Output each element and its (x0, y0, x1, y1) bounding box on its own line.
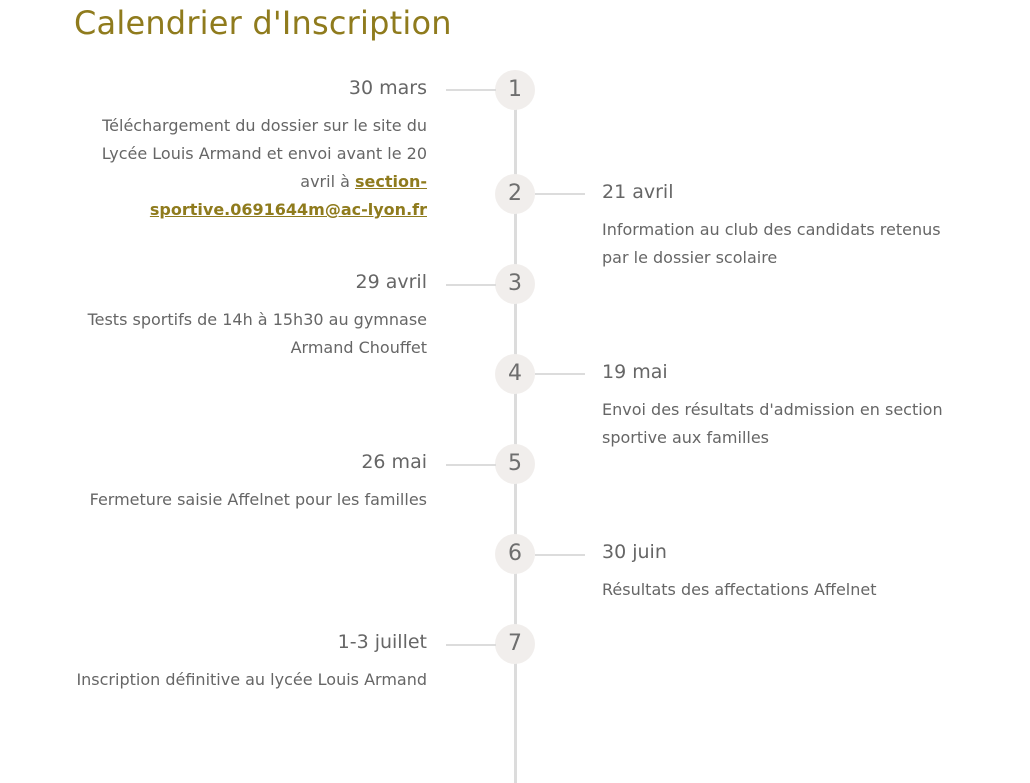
connector-6 (535, 554, 585, 556)
step-desc-2: Information au club des candidats retenus par le dossier scolaire (602, 220, 941, 267)
step-date-6: 30 juin (602, 541, 667, 563)
step-number-2: 2 (495, 174, 535, 214)
step-desc-3: Tests sportifs de 14h à 15h30 au gymnase Armand Chouffet (87, 310, 427, 357)
step-date-1: 30 mars (348, 77, 427, 99)
step-desc-1-text: Téléchargement du dossier sur le site du Lycée Louis Armand et envoi avant le 20 avril à (101, 116, 427, 191)
connector-7 (446, 644, 496, 646)
step-desc-5: Fermeture saisie Affelnet pour les familles (89, 490, 427, 509)
step-number-4: 4 (495, 354, 535, 394)
connector-4 (535, 373, 585, 375)
step-number-3: 3 (495, 264, 535, 304)
step-date-2: 21 avril (602, 181, 674, 203)
step-date-5: 26 mai (361, 451, 427, 473)
step-desc-7: Inscription définitive au lycée Louis Armand (76, 670, 427, 689)
step-date-4: 19 mai (602, 361, 668, 383)
page-title: Calendrier d'Inscription (74, 4, 452, 42)
step-date-3: 29 avril (355, 271, 427, 293)
step-number-1: 1 (495, 70, 535, 110)
connector-3 (446, 284, 496, 286)
step-date-7: 1-3 juillet (337, 631, 427, 653)
step-number-6: 6 (495, 534, 535, 574)
connector-1 (446, 89, 496, 91)
step-desc-6: Résultats des affectations Affelnet (602, 580, 877, 599)
step-desc-1 (87, 112, 427, 224)
step-desc-4: Envoi des résultats d'admission en section sportive aux familles (602, 400, 943, 447)
connector-5 (446, 464, 496, 466)
step-number-5: 5 (495, 444, 535, 484)
connector-2 (535, 193, 585, 195)
step-number-7: 7 (495, 624, 535, 664)
email-link[interactable]: section-sportive.0691644m@ac-lyon.fr (149, 172, 427, 219)
